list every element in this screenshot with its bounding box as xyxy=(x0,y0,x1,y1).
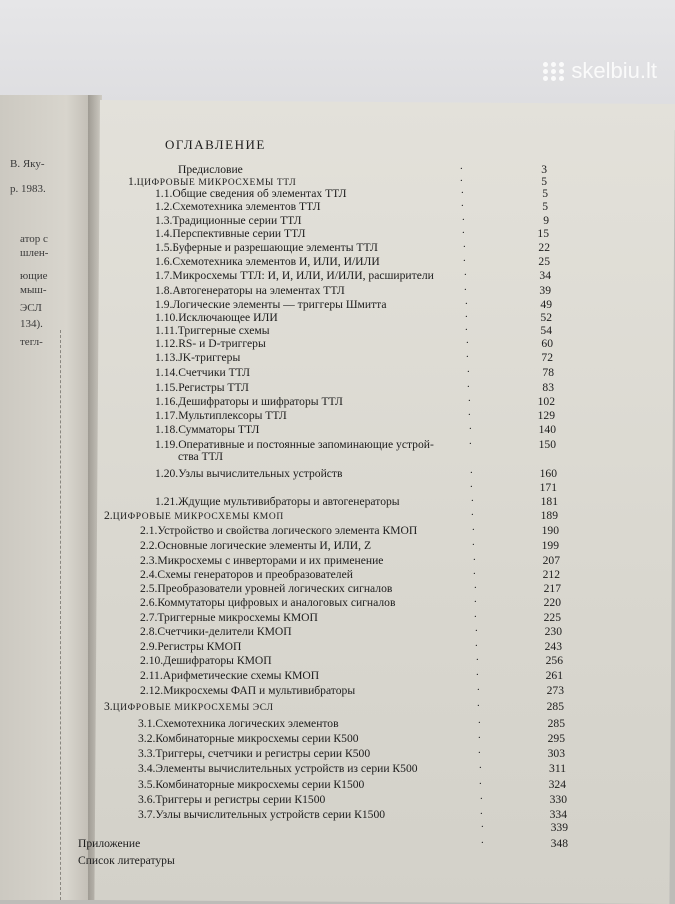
toc-page-number: 150 xyxy=(538,438,556,451)
toc-entry-title: Сумматоры ТТЛ xyxy=(178,423,260,436)
toc-entry xyxy=(155,350,240,365)
toc-entry-number: 1.11. xyxy=(155,324,178,337)
toc-leader-dot: . xyxy=(461,184,464,196)
toc-entry-number: 1.3. xyxy=(155,214,173,227)
toc-page-number: 225 xyxy=(543,611,561,624)
toc-page-number: 311 xyxy=(549,762,566,775)
toc-entry-title: Предисловие xyxy=(178,163,243,176)
toc-leader-dot: . xyxy=(464,266,467,278)
toc-entry-title: Логические элементы — триггеры Шмитта xyxy=(172,298,387,311)
toc-leader-dot: . xyxy=(477,681,480,693)
toc-entry xyxy=(140,639,241,654)
toc-page-number: 189 xyxy=(540,509,558,522)
toc-entry xyxy=(155,408,287,423)
toc-page-number: 5 xyxy=(542,187,548,200)
left-page-text-fragment: ющие xyxy=(20,270,48,282)
toc-page-number: 39 xyxy=(539,284,551,297)
toc-entry-title: Основные логические элементы И, ИЛИ, Z xyxy=(157,539,372,552)
toc-page-number: 22 xyxy=(538,241,550,254)
toc-entry xyxy=(104,699,273,714)
toc-entry-number: 1.4. xyxy=(155,227,173,240)
toc-leader-dot: . xyxy=(480,790,483,802)
toc-page-number: 220 xyxy=(543,596,561,609)
toc-leader-dot: . xyxy=(471,506,474,518)
toc-entry-title: Устройство и свойства логического элемента КМОП xyxy=(157,524,418,537)
toc-leader-dot: . xyxy=(465,295,468,307)
toc-page-number: 207 xyxy=(542,554,560,567)
toc-leader-dot: . xyxy=(461,197,464,209)
toc-entry xyxy=(155,226,305,241)
toc-entry-title: Общие сведения об элементах ТТЛ xyxy=(172,187,347,200)
toc-leader-dot: . xyxy=(469,420,472,432)
toc-page-number: 52 xyxy=(540,311,552,324)
toc-page-number: 3 xyxy=(541,163,547,176)
toc-entry-title: Исключающее ИЛИ xyxy=(178,311,278,324)
toc-entry-number: 2.9. xyxy=(140,640,158,653)
left-page-text-fragment: мыш- xyxy=(20,284,47,296)
toc-page-number: 181 xyxy=(540,495,558,508)
toc-entry xyxy=(155,394,343,409)
toc-leader-dot: . xyxy=(462,224,465,236)
toc-entry-title: Элементы вычислительных устройств из серии К500 xyxy=(155,762,418,775)
toc-entry-number: 1.9. xyxy=(155,298,173,311)
toc-entry-number: 1.21. xyxy=(155,495,179,508)
toc-leader-dot: . xyxy=(474,593,477,605)
left-page-text-fragment: ЭСЛ xyxy=(20,302,42,314)
toc-entry-number: 1. xyxy=(128,175,137,188)
toc-entry-title: ЦИФРОВЫЕ МИКРОСХЕМЫ КМОП xyxy=(112,512,284,522)
toc-entry xyxy=(140,624,292,639)
toc-entry-number: 1.12. xyxy=(155,337,179,350)
toc-entry-number: 3.4. xyxy=(138,762,156,775)
toc-leader-dot: . xyxy=(478,714,481,726)
toc-page-number: 140 xyxy=(538,423,556,436)
toc-leader-dot: . xyxy=(478,744,481,756)
toc-entry-title: Узлы вычислительных устройств xyxy=(178,467,343,480)
toc-page-number: 171 xyxy=(539,481,557,494)
toc-entry-title: Комбинаторные микросхемы серии К1500 xyxy=(155,778,365,791)
toc-page-number: 49 xyxy=(540,298,552,311)
toc-page-number: 9 xyxy=(543,214,549,227)
toc-entry-title: Схемотехника логических элементов xyxy=(155,717,339,730)
toc-page-number: 199 xyxy=(541,539,559,552)
toc-page-number: 78 xyxy=(542,366,554,379)
toc-entry-title: Триггеры и регистры серии К1500 xyxy=(155,793,326,806)
toc-entry-number: 2. xyxy=(104,509,113,522)
toc-entry-title: RS- и D-триггеры xyxy=(178,337,266,350)
toc-leader-dot: . xyxy=(475,622,478,634)
toc-entry-title: Список литературы xyxy=(78,854,175,867)
toc-entry xyxy=(140,668,319,683)
toc-entry-number: 1.7. xyxy=(155,269,173,282)
toc-entry-number: 3.3. xyxy=(138,747,156,760)
toc-entry-number: 1.1. xyxy=(155,187,173,200)
toc-entry-title: Схемотехника элементов ТТЛ xyxy=(172,200,321,213)
toc-leader-dot: . xyxy=(481,834,484,846)
toc-entry-title: Микросхемы ТТЛ: И, И, ИЛИ, И/ИЛИ, расширители xyxy=(172,269,434,282)
toc-page-number: 25 xyxy=(538,255,550,268)
toc-entry-number: 1.2. xyxy=(155,200,173,213)
toc-leader-dot: . xyxy=(476,666,479,678)
toc-entry-number: 3.1. xyxy=(138,717,156,730)
page-title: ОГЛАВЛЕНИЕ xyxy=(165,137,266,152)
toc-entry xyxy=(155,199,320,214)
toc-entry-number: 2.8. xyxy=(140,625,158,638)
toc-page-number: 129 xyxy=(537,409,555,422)
toc-page-number: 330 xyxy=(549,793,567,806)
toc-entry-title: Дешифраторы КМОП xyxy=(163,654,272,667)
left-page-text-fragment: р. 1983. xyxy=(10,183,46,195)
toc-page-number: 261 xyxy=(545,669,563,682)
toc-entry-title: Комбинаторные микросхемы серии К500 xyxy=(155,732,359,745)
toc-entry-number: 3.7. xyxy=(138,808,156,821)
left-page-text-fragment: В. Яку- xyxy=(10,158,45,170)
toc-entry-number: 1.20. xyxy=(155,467,179,480)
toc-entry xyxy=(138,792,325,807)
toc-entry xyxy=(140,653,272,668)
toc-entry-title: Ждущие мультивибраторы и автогенераторы xyxy=(178,495,400,508)
toc-entry-title: Буферные и разрешающие элементы ТТЛ xyxy=(172,241,378,254)
toc-entry xyxy=(140,581,392,596)
toc-entry-title: Счетчики-делители КМОП xyxy=(157,625,292,638)
left-page-text-fragment: тегл- xyxy=(20,336,43,348)
toc-entry-number: 2.3. xyxy=(140,554,158,567)
toc-entry xyxy=(155,240,378,255)
toc-entry-number: 1.17. xyxy=(155,409,179,422)
toc-leader-dot: . xyxy=(480,805,483,817)
toc-entry-number: 3.5. xyxy=(138,778,156,791)
toc-page-number: 243 xyxy=(544,640,562,653)
toc-page-number: 339 xyxy=(550,821,568,834)
toc-leader-dot: . xyxy=(468,406,471,418)
toc-leader-dot: . xyxy=(470,478,473,490)
toc-entry-title: Оперативные и постоянные запоминающие устрой- xyxy=(178,438,434,451)
toc-entry-number: 1.6. xyxy=(155,255,173,268)
toc-entry xyxy=(155,380,249,395)
toc-entry-number: 1.14. xyxy=(155,366,179,379)
toc-entry-title: ЦИФРОВЫЕ МИКРОСХЕМЫ ЭСЛ xyxy=(112,703,274,713)
toc-entry-title: Микросхемы ФАП и мультивибраторы xyxy=(163,684,356,697)
toc-entry-number: 1.8. xyxy=(155,284,173,297)
toc-entry xyxy=(78,836,140,851)
toc-page-number: 34 xyxy=(539,269,551,282)
toc-page-number: 160 xyxy=(539,467,557,480)
toc-entry xyxy=(140,610,318,625)
toc-entry xyxy=(155,283,345,298)
toc-entry xyxy=(140,595,395,610)
toc-entry-title: Регистры ТТЛ xyxy=(178,381,249,394)
toc-entry xyxy=(140,683,355,698)
toc-entry-title: Дешифраторы и шифраторы ТТЛ xyxy=(178,395,343,408)
toc-page-number: 285 xyxy=(546,700,564,713)
toc-page-number: 212 xyxy=(542,568,560,581)
toc-page-number: 60 xyxy=(541,337,553,350)
toc-entry xyxy=(155,336,266,351)
toc-entry-number: 2.2. xyxy=(140,539,158,552)
toc-leader-dot: . xyxy=(470,464,473,476)
toc-page-number: 15 xyxy=(537,227,549,240)
toc-entry xyxy=(138,777,364,792)
toc-entry xyxy=(138,746,370,761)
toc-leader-dot: . xyxy=(476,651,479,663)
toc-entry-number: 2.11. xyxy=(140,669,163,682)
toc-leader-dot: . xyxy=(460,172,463,184)
toc-entry xyxy=(140,538,371,553)
left-page-text-fragment: атор с xyxy=(20,233,48,245)
toc-entry-title: ства ТТЛ xyxy=(178,450,224,463)
toc-entry xyxy=(140,567,353,582)
toc-entry-title: Счетчики ТТЛ xyxy=(178,366,251,379)
toc-leader-dot: . xyxy=(471,492,474,504)
toc-entry-title: Триггеры, счетчики и регистры серии К500 xyxy=(155,747,371,760)
toc-entry xyxy=(78,853,175,868)
toc-entry-title: Микросхемы с инверторами и их применение xyxy=(157,554,384,567)
toc-entry xyxy=(140,553,383,568)
toc-entry-number: 1.15. xyxy=(155,381,179,394)
toc-leader-dot: . xyxy=(479,775,482,787)
toc-leader-dot: . xyxy=(478,729,481,741)
toc-leader-dot: . xyxy=(473,565,476,577)
toc-entry xyxy=(138,716,339,731)
toc-leader-dot: . xyxy=(466,348,469,360)
toc-page-number: 102 xyxy=(537,395,555,408)
left-page-text-fragment: шлен- xyxy=(20,247,49,259)
toc-entry xyxy=(138,731,359,746)
toc-entry-number: 1.5. xyxy=(155,241,173,254)
toc-entry-title: ЦИФРОВЫЕ МИКРОСХЕМЫ ТТЛ xyxy=(136,178,297,188)
toc-leader-dot: . xyxy=(473,551,476,563)
toc-leader-dot: . xyxy=(467,363,470,375)
toc-entry-title: Преобразователи уровней логических сигналов xyxy=(157,582,393,595)
toc-entry xyxy=(138,761,418,776)
toc-page-number: 348 xyxy=(550,837,568,850)
toc-entry-title: Схемотехника элементов И, ИЛИ, И/ИЛИ xyxy=(172,255,380,268)
toc-entry-number: 2.4. xyxy=(140,568,158,581)
toc-entry-title: Мультиплексоры ТТЛ xyxy=(178,409,287,422)
toc-entry xyxy=(140,523,417,538)
toc-entry-number: 2.12. xyxy=(140,684,164,697)
toc-leader-dot: . xyxy=(462,211,465,223)
toc-leader-dot: . xyxy=(464,281,467,293)
toc-entry-number: 2.5. xyxy=(140,582,158,595)
toc-page-number: 72 xyxy=(541,351,553,364)
toc-page-number: 83 xyxy=(542,381,554,394)
toc-entry-title: Традиционные серии ТТЛ xyxy=(172,214,302,227)
toc-entry xyxy=(155,422,259,437)
toc-entry-title: Триггерные схемы xyxy=(177,324,270,337)
toc-entry-title: Приложение xyxy=(78,837,141,850)
toc-entry-title: Перспективные серии ТТЛ xyxy=(172,227,306,240)
toc-page-number: 5 xyxy=(541,175,547,188)
toc-page-number: 273 xyxy=(546,684,564,697)
toc-leader-dot: . xyxy=(479,759,482,771)
toc-entry-number: 1.18. xyxy=(155,423,179,436)
toc-page-number: 295 xyxy=(547,732,565,745)
toc-leader-dot: . xyxy=(466,334,469,346)
toc-page-number: 303 xyxy=(547,747,565,760)
toc-leader-dot: . xyxy=(474,608,477,620)
toc-entry xyxy=(138,807,385,822)
toc-entry xyxy=(155,494,400,509)
toc-entry-title: Схемы генераторов и преобразователей xyxy=(157,568,353,581)
toc-page-number: 54 xyxy=(540,324,552,337)
toc-page-number: 324 xyxy=(548,778,566,791)
left-page-text-fragment: 134). xyxy=(20,318,43,330)
toc-leader-dot: . xyxy=(469,435,472,447)
toc-page-number: 217 xyxy=(543,582,561,595)
toc-entry xyxy=(155,365,250,380)
toc-page-number: 256 xyxy=(545,654,563,667)
toc-page-number: 5 xyxy=(542,200,548,213)
toc-leader-dot: . xyxy=(474,579,477,591)
toc-entry-title: JK-триггеры xyxy=(178,351,241,364)
toc-entry-number: 1.16. xyxy=(155,395,179,408)
toc-entry xyxy=(155,254,380,269)
toc-entry-number: 2.10. xyxy=(140,654,164,667)
toc-entry-title: Триггерные микросхемы КМОП xyxy=(157,611,318,624)
toc-entry-number: 3.6. xyxy=(138,793,156,806)
toc-entry-number: 1.13. xyxy=(155,351,179,364)
toc-page-number: 190 xyxy=(541,524,559,537)
toc-entry-number: 3. xyxy=(104,700,113,713)
toc-entry xyxy=(155,268,434,283)
toc-entry xyxy=(155,466,342,481)
toc-entry-title: Узлы вычислительных устройств серии К1500 xyxy=(155,808,386,821)
toc-entry-number: 2.6. xyxy=(140,596,158,609)
toc-page-number: 230 xyxy=(544,625,562,638)
toc-entry-number: 1.10. xyxy=(155,311,179,324)
toc-page-number: 285 xyxy=(547,717,565,730)
toc-entry-number: 2.1. xyxy=(140,524,158,537)
toc-leader-dot: . xyxy=(472,521,475,533)
toc-entry-title: Арифметические схемы КМОП xyxy=(162,669,320,682)
toc-entry xyxy=(104,508,284,523)
toc-leader-dot: . xyxy=(463,252,466,264)
toc-entry-title: Регистры КМОП xyxy=(157,640,242,653)
toc-leader-dot: . xyxy=(465,308,468,320)
watermark-text: skelbiu.lt xyxy=(571,58,657,83)
toc-entry-title: Коммутаторы цифровых и аналоговых сигналов xyxy=(157,596,396,609)
toc-entry-number: 2.7. xyxy=(140,611,158,624)
toc-leader-dot: . xyxy=(477,697,480,709)
toc-leader-dot: . xyxy=(481,818,484,830)
toc-leader-dot: . xyxy=(467,378,470,390)
toc-entry-title: Автогенераторы на элементах ТТЛ xyxy=(172,284,345,297)
toc-entry-number: 1.19. xyxy=(155,438,179,451)
toc-leader-dot: . xyxy=(475,637,478,649)
toc-entry xyxy=(178,449,223,464)
toc-leader-dot: . xyxy=(463,238,466,250)
toc-leader-dot: . xyxy=(460,160,463,172)
toc-leader-dot: . xyxy=(472,536,475,548)
toc-leader-dot: . xyxy=(465,321,468,333)
toc-leader-dot: . xyxy=(468,392,471,404)
toc-entry-number: 3.2. xyxy=(138,732,156,745)
toc-page-number: 334 xyxy=(549,808,567,821)
